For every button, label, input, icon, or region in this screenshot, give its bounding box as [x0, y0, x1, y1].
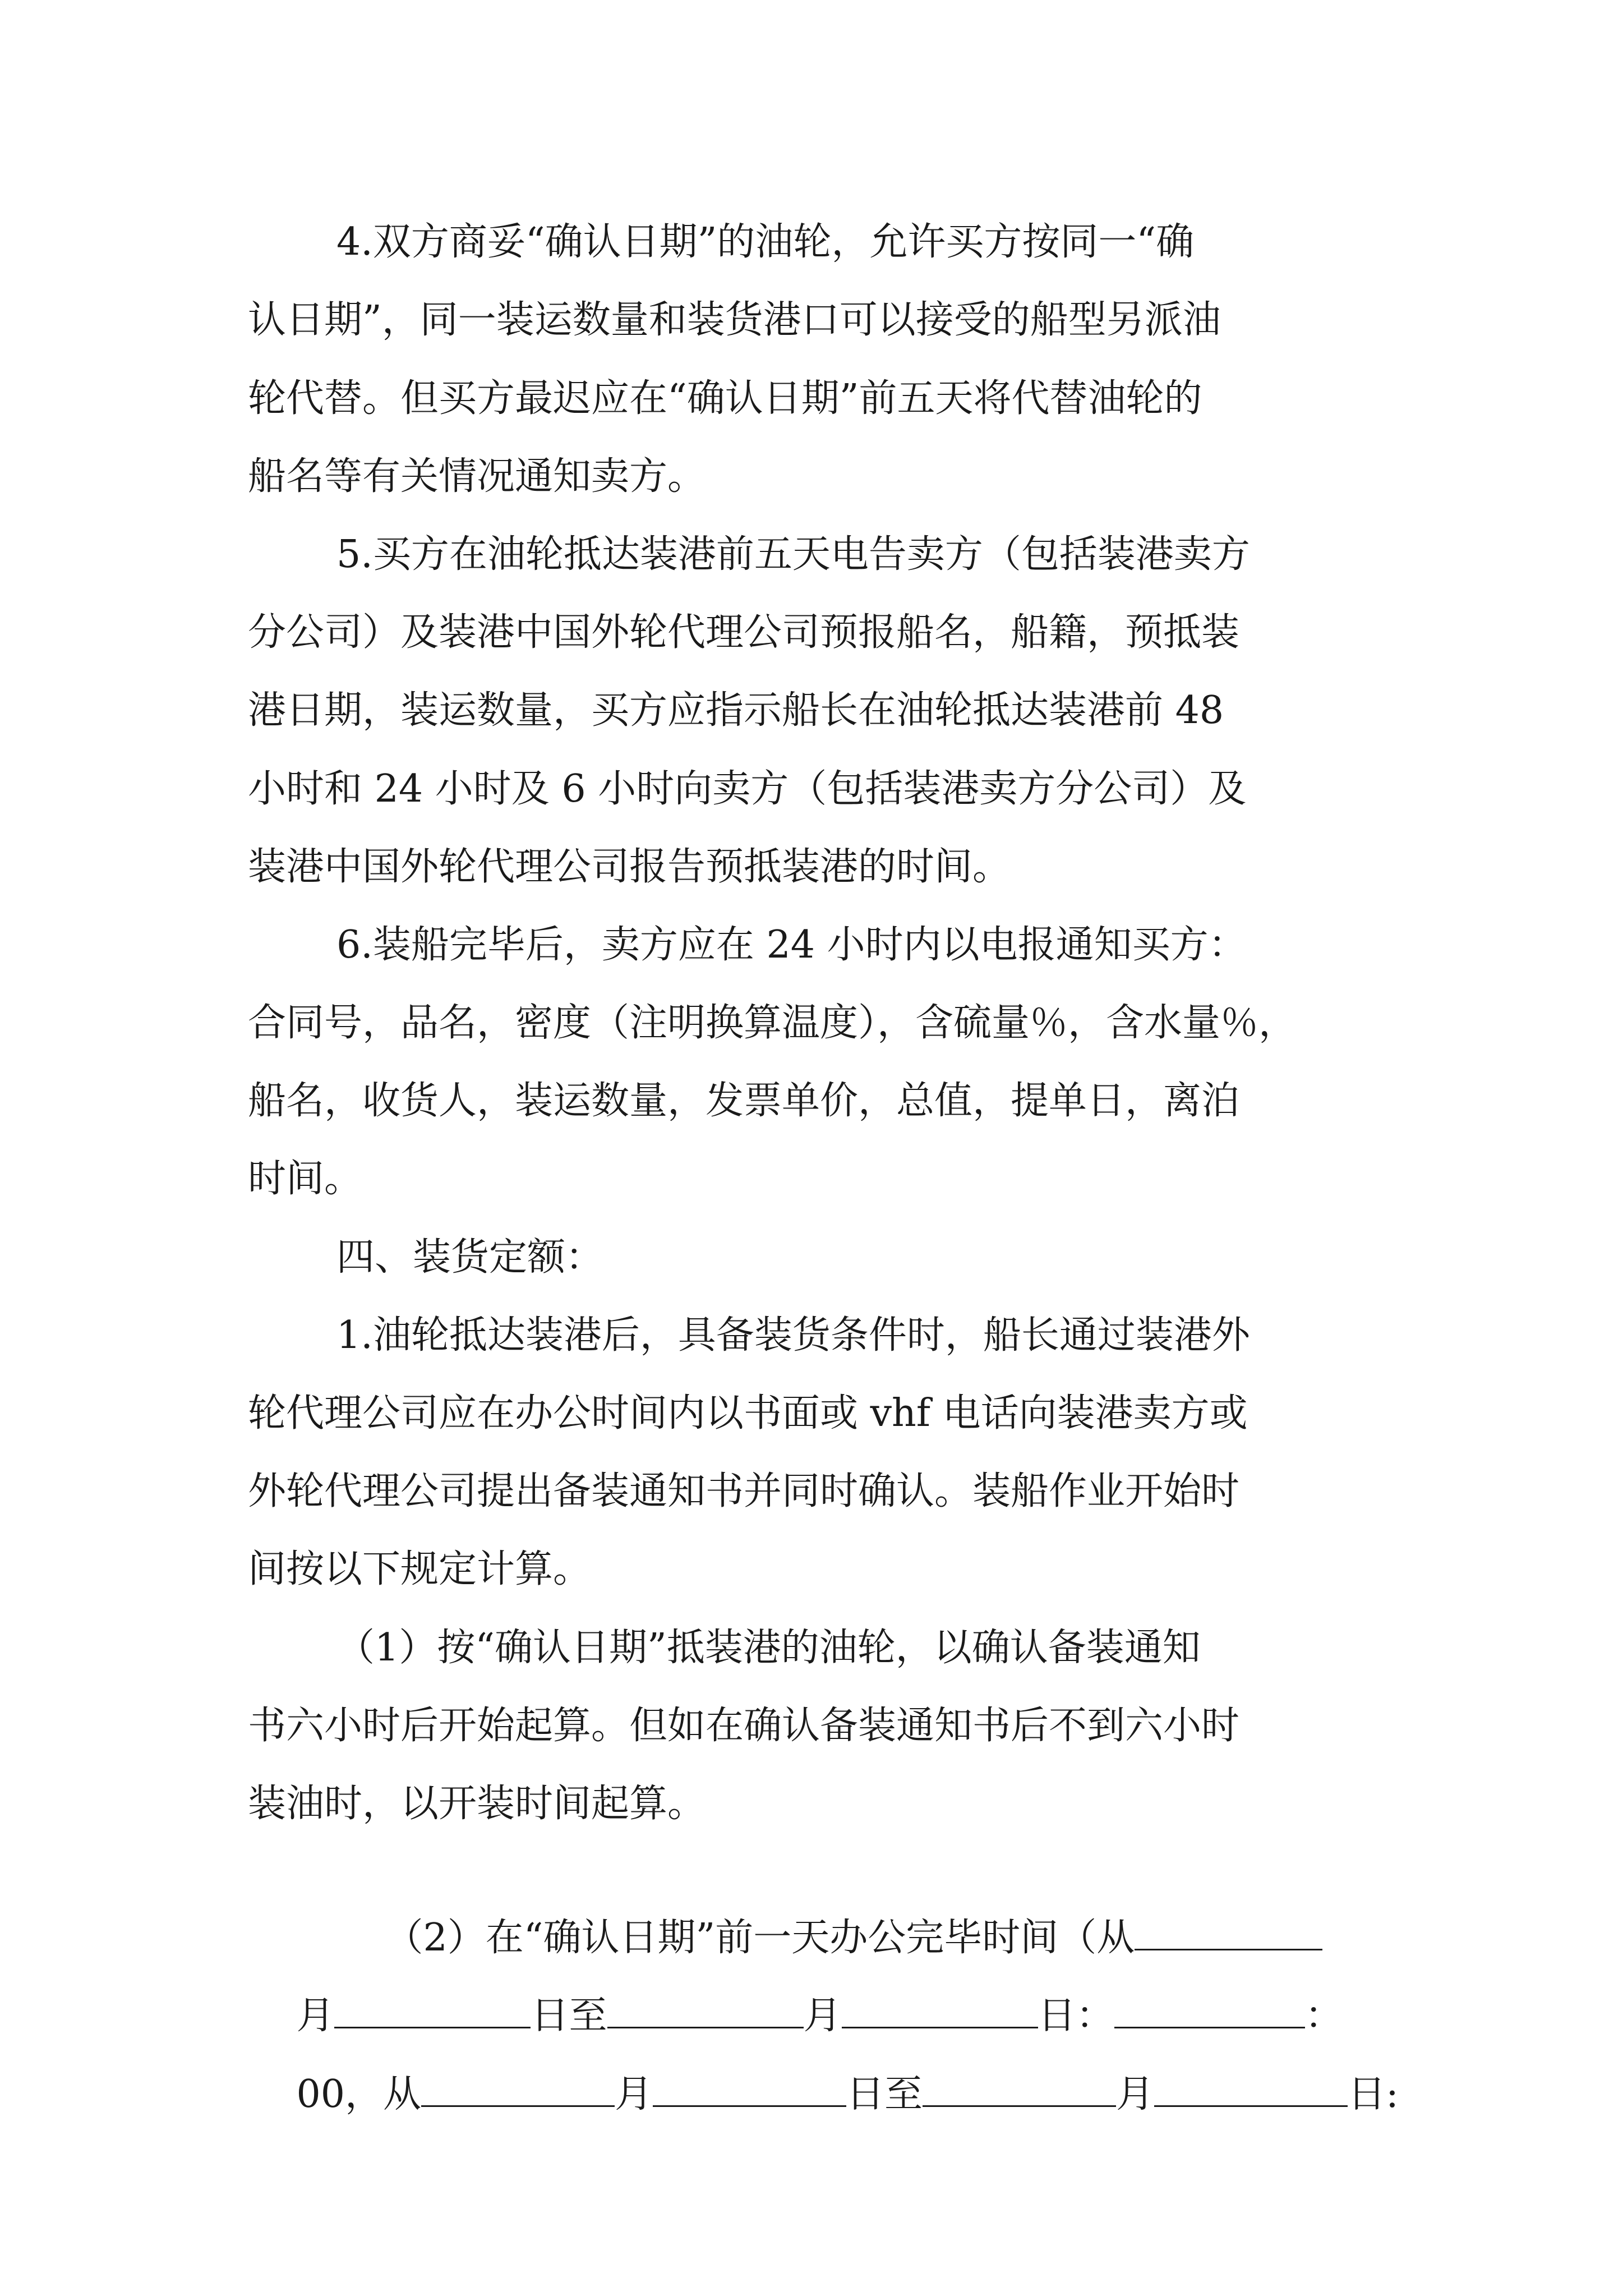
section-4-para-1-line-1: 1.油轮抵达装港后，具备装货条件时，船长通过装港外	[336, 1313, 1250, 1358]
paragraph-5-line-2: 分公司）及装港中国外轮代理公司预报船名，船籍，预抵装	[248, 610, 1240, 655]
paragraph-6-line-4: 时间。	[248, 1157, 363, 1201]
blank-field[interactable]	[653, 2070, 846, 2107]
section-4-para-1-line-3: 外轮代理公司提出备装通知书并同时确认。装船作业开始时	[248, 1469, 1240, 1513]
month-label: 月	[296, 1994, 335, 2038]
paragraph-6-line-2: 合同号，品名，密度（注明换算温度），含硫量％，含水量％，	[248, 1001, 1297, 1045]
paragraph-6-line-1: 6.装船完毕后，卖方应在 24 小时内以电报通知买方：	[336, 923, 1247, 967]
paragraph-4-line-3: 轮代替。但买方最迟应在“确认日期”前五天将代替油轮的	[248, 376, 1202, 421]
paragraph-6-line-3: 船名，收货人，装运数量，发票单价，总值，提单日，离泊	[248, 1079, 1240, 1123]
paragraph-5-line-3: 港日期，装运数量，买方应指示船长在油轮抵达装港前 48	[248, 688, 1224, 733]
day-to-label: 日至	[531, 1994, 607, 2038]
month-label: 月	[615, 2072, 653, 2116]
day-to-label: 日至	[846, 2072, 923, 2116]
blank-field[interactable]	[923, 2070, 1116, 2107]
month-label: 月	[1116, 2072, 1155, 2116]
item-2-line-1-text: （2）在“确认日期”前一天办公完毕时间（从	[385, 1916, 1135, 1960]
item-2-line-1	[336, 1854, 1322, 1960]
item-1-line-2: 书六小时后开始起算。但如在确认备装通知书后不到六小时	[248, 1704, 1240, 1748]
section-4-para-1-line-4: 间按以下规定计算。	[248, 1547, 592, 1591]
day-colon-label: 日:	[1348, 2072, 1399, 2116]
paragraph-4-line-4: 船名等有关情况通知卖方。	[248, 454, 706, 499]
blank-field[interactable]	[421, 2070, 615, 2107]
blank-field[interactable]	[1154, 2070, 1348, 2107]
paragraph-5-line-1: 5.买方在油轮抵达装港前五天电告卖方（包括装港卖方	[336, 532, 1250, 577]
paragraph-4-line-1: 4.双方商妥“确认日期”的油轮，允许买方按同一“确	[336, 220, 1195, 264]
section-4-heading: 四、装货定额：	[336, 1235, 604, 1280]
paragraph-4-line-2: 认日期”，同一装运数量和装货港口可以接受的船型另派油	[248, 298, 1221, 342]
item-2-line-3	[248, 2010, 1399, 2116]
colon-label: ：	[1304, 1994, 1343, 2038]
time-from-label: 00，从	[296, 2072, 421, 2116]
month-label: 月	[803, 1994, 842, 2038]
colon-label: ：	[1076, 1994, 1114, 2038]
item-1-line-1: （1）按“确认日期”抵装港的油轮，以确认备装通知	[336, 1626, 1201, 1670]
item-2-line-2	[248, 1932, 1343, 2038]
day-label: 日	[1038, 1994, 1076, 2038]
section-4-para-1-line-2: 轮代理公司应在办公时间内以书面或 vhf 电话向装港卖方或	[248, 1391, 1248, 1435]
item-1-line-3: 装油时，以开装时间起算。	[248, 1782, 706, 1826]
paragraph-5-line-5: 装港中国外轮代理公司报告预抵装港的时间。	[248, 845, 1011, 889]
paragraph-5-line-4: 小时和 24 小时及 6 小时向卖方（包括装港卖方分公司）及	[248, 767, 1247, 811]
